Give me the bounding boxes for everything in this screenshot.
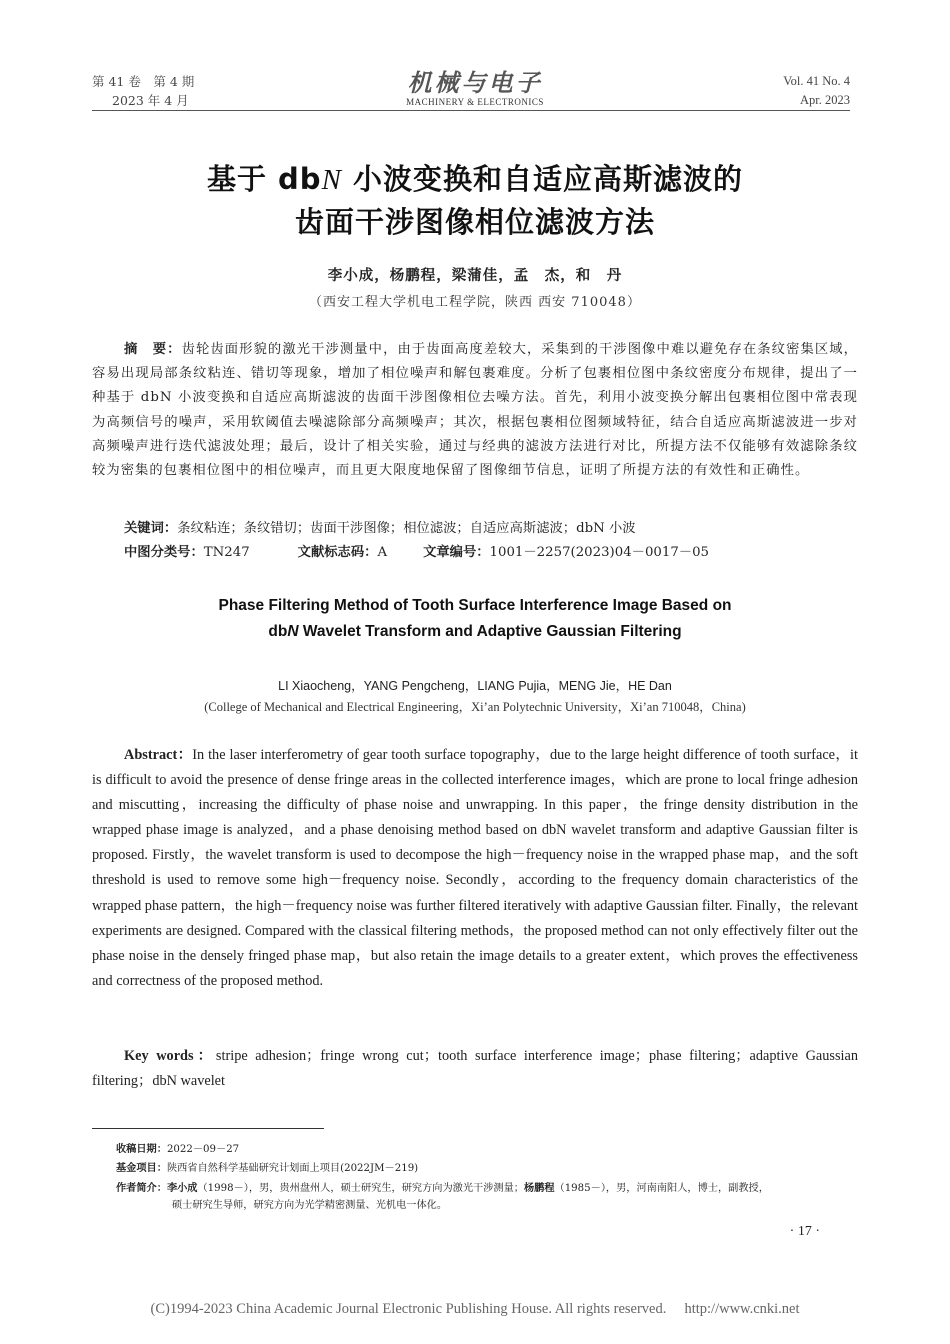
date-cn: 2023 年 4 月 bbox=[112, 93, 189, 108]
keywords-en bbox=[92, 1044, 858, 1094]
authors-en: LI Xiaocheng，YANG Pengcheng，LIANG Pujia，MENG Jie，HE Dan bbox=[278, 679, 672, 693]
header-volume-en bbox=[783, 72, 850, 110]
keywords-cn-text: 条纹粘连；条纹错切；齿面干涉图像；相位滤波；自适应高斯滤波；dbN 小波 bbox=[177, 521, 636, 536]
page-number: · 17 · bbox=[789, 1224, 820, 1239]
abstract-en-label: Abstract： bbox=[124, 747, 193, 763]
abstract-cn bbox=[92, 338, 858, 483]
title-cn-line1: 基于 dbN 小波变换和自适应高斯滤波的 bbox=[206, 162, 744, 196]
authors-cn: 李小成，杨鹏程，梁蒲佳，孟 杰，和 丹 bbox=[327, 268, 623, 284]
date-en: Apr. 2023 bbox=[800, 93, 850, 107]
clc-label: 中图分类号： bbox=[124, 545, 204, 560]
volume-issue-cn: 第 41 卷 第 4 期 bbox=[92, 74, 195, 89]
paper-title-en bbox=[0, 593, 950, 645]
affiliation-cn: （西安工程大学机电工程学院，陕西 西安 710048） bbox=[309, 295, 641, 310]
doc-code-value: A bbox=[377, 545, 388, 560]
article-no-label: 文章编号： bbox=[423, 545, 490, 560]
title-en-line1: Phase Filtering Method of Tooth Surface Interference Image Based on bbox=[218, 597, 732, 614]
affiliation-en: (College of Mechanical and Electrical Engineering，Xi’an Polytechnic University，Xi’an 710048，China) bbox=[204, 700, 746, 714]
footnote-received: 收稿日期：2022－09－27 bbox=[116, 1144, 240, 1155]
footnote-divider bbox=[92, 1128, 324, 1129]
journal-logo: 机械与电子 bbox=[407, 68, 543, 97]
volume-issue-en: Vol. 41 No. 4 bbox=[783, 74, 850, 88]
keywords-en-label: Key words： bbox=[124, 1048, 216, 1064]
abstract-en-text: In the laser interferometry of gear tooth surface topography，due to the large height difference of tooth surface，it is difficult to avoid the presence of dense fringe areas in the collected interference images，which are prone to local fringe adhesion and miscutting，increasing the difficulty of phase noise and unwrapping. In this paper，the fringe density distribution in the wrapped phase image is analyzed，and a phase denoising method based on dbN wavelet transform and adaptive Gaussian filter is proposed. Firstly，the wavelet transform is used to decompose the high－frequency noise in the wrapped phase map，and the soft threshold is used to remove some high－frequency noise. Secondly，according to the frequency domain characteristics of the wrapped phase pattern，the high－frequency noise was further filtered iteratively with adaptive Gaussian filter. Finally，the relevant experiments are designed. Compared with the classical filtering methods，the proposed method can not only effectively filter out the phase noise in the densely fringed phase map，but also retain the image details to a greater extent，which proves the effectiveness and correctness of the proposed method. bbox=[92, 747, 859, 989]
header-volume-cn bbox=[92, 72, 194, 110]
footnote-fund: 基金项目：陕西省自然科学基础研究计划面上项目(2022JM－219) bbox=[116, 1163, 419, 1174]
article-no-value: 1001－2257(2023)04－0017－05 bbox=[489, 545, 710, 560]
abstract-cn-text: 齿轮齿面形貌的激光干涉测量中，由于齿面高度差较大，采集到的干涉图像中难以避免存在条纹密集区域，容易出现局部条纹粘连、错切等现象，增加了相位噪声和解包裹难度。分析了包裹相位图中条纹密度分布规律，提出了一种基于 dbN 小波变换和自适应高斯滤波的齿面干涉图像相位去噪方法。首先，利用小波变换分解出包裹相位图中常表现为高频信号的噪声，采用软阈值去噪滤除部分高频噪声；其次，根据包裹相位图频域特征，结合自适应高斯滤波进一步对高频噪声进行迭代滤波处理；最后，设计了相关实验，通过与经典的滤波方法进行对比，所提方法不仅能够有效滤除条纹较为密集的包裹相位图中的相位噪声，而且更大限度地保留了图像细节信息，证明了所提方法的有效性和正确性。 bbox=[92, 342, 858, 479]
classification-line bbox=[124, 541, 709, 560]
abstract-en bbox=[92, 743, 858, 994]
copyright-notice: (C)1994-2023 China Academic Journal Electronic Publishing House. All rights reserved. http://www.cnki.net bbox=[150, 1301, 800, 1317]
footnote-author-bio: 作者简介：李小成（1998－），男，贵州盘州人，硕士研究生，研究方向为激光干涉测量；杨鹏程（1985－），男，河南南阳人，博士，副教授， 硕士研究生导师，研究方向为光学精密测量、光机电一体化。 bbox=[116, 1183, 769, 1211]
keywords-en-text: stripe adhesion；fringe wrong cut；tooth surface interference image；phase filtering；adaptive Gaussian filtering；dbN wavelet bbox=[92, 1048, 858, 1090]
journal-masthead bbox=[375, 70, 575, 107]
doc-code-label: 文献标志码： bbox=[297, 545, 378, 560]
abstract-cn-label: 摘 要： bbox=[124, 342, 182, 357]
title-en-line2: dbN Wavelet Transform and Adaptive Gaussian Filtering bbox=[268, 623, 682, 640]
keywords-cn-label: 关键词： bbox=[124, 521, 178, 536]
paper-title-cn bbox=[60, 158, 890, 243]
clc-value: TN247 bbox=[203, 545, 250, 560]
header-divider bbox=[92, 110, 850, 111]
title-cn-line2: 齿面干涉图像相位滤波方法 bbox=[294, 205, 655, 239]
journal-name-en: MACHINERY & ELECTRONICS bbox=[406, 97, 544, 107]
keywords-cn bbox=[124, 517, 636, 536]
